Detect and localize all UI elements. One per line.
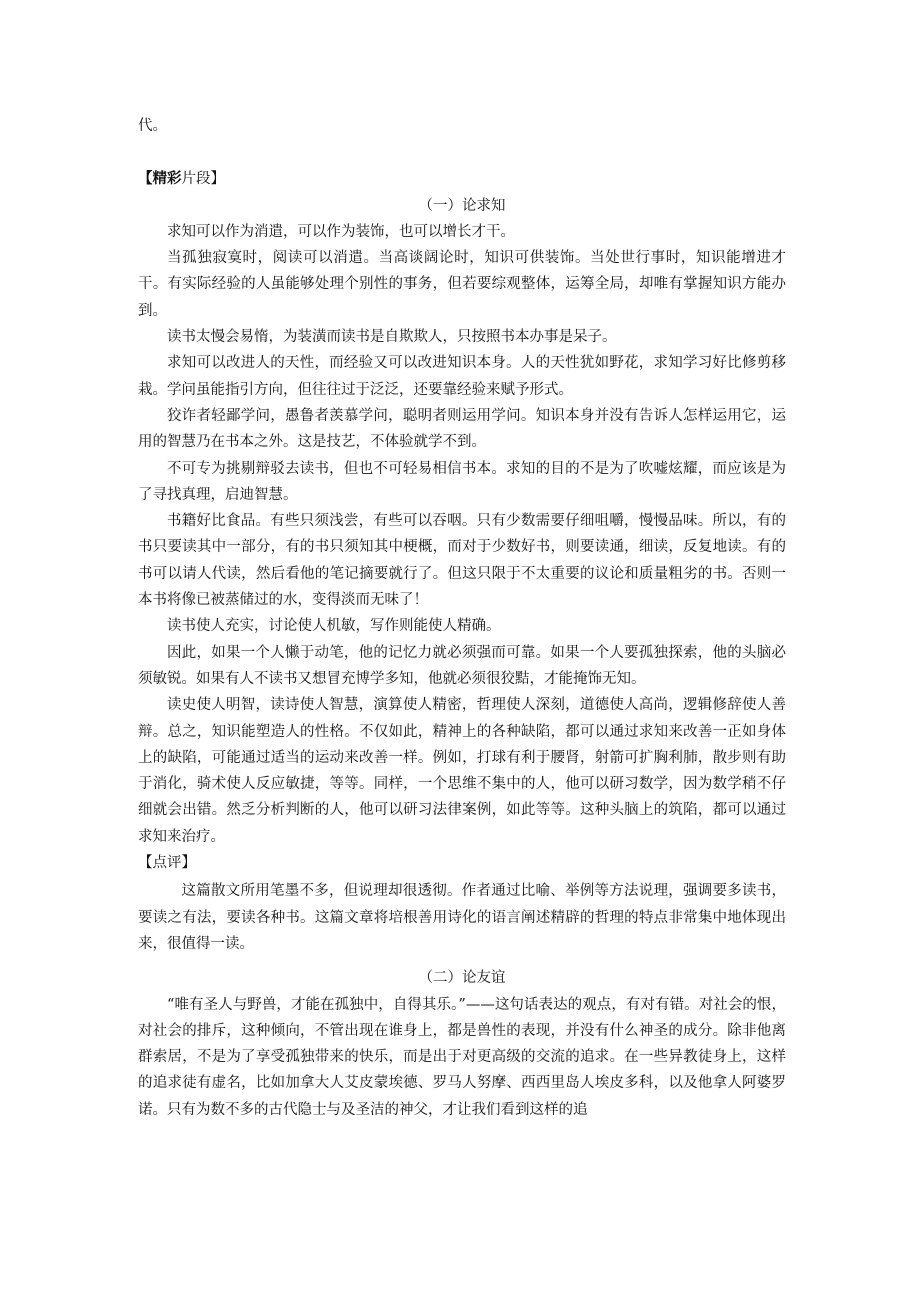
paragraph: 不可专为挑剔辩驳去读书，但也不可轻易相信书本。求知的目的不是为了吹嘘炫耀，而应该是为了寻找真理，启迪智慧。 bbox=[138, 460, 786, 503]
highlights-heading bbox=[138, 166, 786, 192]
section-title-2: （二）论友谊 bbox=[418, 970, 506, 987]
paragraph: 求知可以作为消遣，可以作为装饰，也可以增长才干。 bbox=[167, 223, 515, 240]
paragraph: 读史使人明智，读诗使人智慧，演算使人精密，哲理使人深刻，道德使人高尚，逻辑修辞使人善辩。总之，知识能塑造人的性格。不仅如此，精神上的各种缺陷，都可以通过求知来改善一正如身体上的缺陷，可能通过适当的运动来改善一样。例如，打球有利于腰肾，射箭可扩胸利肺，散步则有助于消化，骑术使人反应敏捷，等等。同样，一个思维不集中的人，他可以研习数学，因为数学稍不仔细就会出错。然乏分析判断的人，他可以研习法律案例，如此等等。这种头脑上的筑陷，都可以通过求知来治疗。 bbox=[138, 697, 786, 845]
continuation-text: 代。 bbox=[138, 118, 167, 134]
paragraph: 读书使人充实，讨论使人机敏，写作则能使人精确。 bbox=[167, 618, 501, 635]
paragraph: 因此，如果一个人懒于动笔，他的记忆力就必须强而可靠。如果一个人要孤独探索，他的头脑必须敏锐。如果有人不读书又想冒充博学多知，他就必须很狡黠，才能掩饰无知。 bbox=[138, 644, 786, 687]
paragraph: “唯有圣人与野兽，才能在孤独中，自得其乐。”——这句话表达的观点，有对有错。对社会的恨，对社会的排斥，这种倾向，不管出现在谁身上，都是兽性的表现，并没有什么神圣的成分。除非他离群索居，不是为了享受孤独带来的快乐，而是出于对更高级的交流的追求。在一些异教徒身上，这样的追求徒有虚名，比如加拿大人艾皮蒙埃德、罗马人努摩、西西里岛人埃皮多科，以及他拿人阿婆罗诺。只有为数不多的古代隐士与及圣洁的神父，才让我们看到这样的追 bbox=[138, 996, 786, 1118]
comment-heading: 【点评】 bbox=[138, 855, 196, 872]
document-body bbox=[138, 113, 786, 1123]
paragraph: 读书太慢会易惰，为装潢而读书是自欺欺人，只按照书本办事是呆子。 bbox=[167, 329, 617, 346]
paragraph: 求知可以改进人的天性，而经验又可以改进知识本身。人的天性犹如野花，求知学习好比修剪移栽。学问虽能指引方向，但往往过于泛泛，还要靠经验来赋予形式。 bbox=[138, 355, 786, 398]
highlights-label-rest: 片段】 bbox=[181, 171, 225, 188]
paragraph: 狡诈者轻鄙学问，愚鲁者羡慕学问，聪明者则运用学问。知识本身并没有告诉人怎样运用它，运用的智慧乃在书本之外。这是技艺，不体验就学不到。 bbox=[138, 407, 786, 451]
comment-paragraph: 这篇散文所用笔墨不多，但说理却很透彻。作者通过比喻、举例等方法说理，强调要多读书，要读之有法，要读各种书。这篇文章将培根善用诗化的语言阐述精辟的哲理的特点非常集中地体现出来，很值得一读。 bbox=[138, 883, 786, 952]
paragraph: 当孤独寂寞时，阅读可以消遣。当高谈阔论时，知识可供装饰。当处世行事时，知识能增进才干。有实际经验的人虽能够处理个别性的事务，但若要综观整体，运筹全局，却唯有掌握知识方能办到。 bbox=[138, 250, 786, 319]
section-title-1: （一）论求知 bbox=[418, 197, 506, 214]
paragraph: 书籍好比食品。有些只须浅尝，有些可以吞咽。只有少数需要仔细咀嚼，慢慢品味。所以，有的书只要读其中一部分，有的书只须知其中梗概，而对于少数好书，则要读通，细读，反复地读。有的书可以请人代读，然后看他的笔记摘要就行了。但这只限于不太重要的议论和质量粗劣的书。否则一本书将像已被蒸储过的水，变得淡而无味了！ bbox=[138, 513, 786, 609]
highlights-label-bold: 【精彩 bbox=[138, 170, 182, 188]
